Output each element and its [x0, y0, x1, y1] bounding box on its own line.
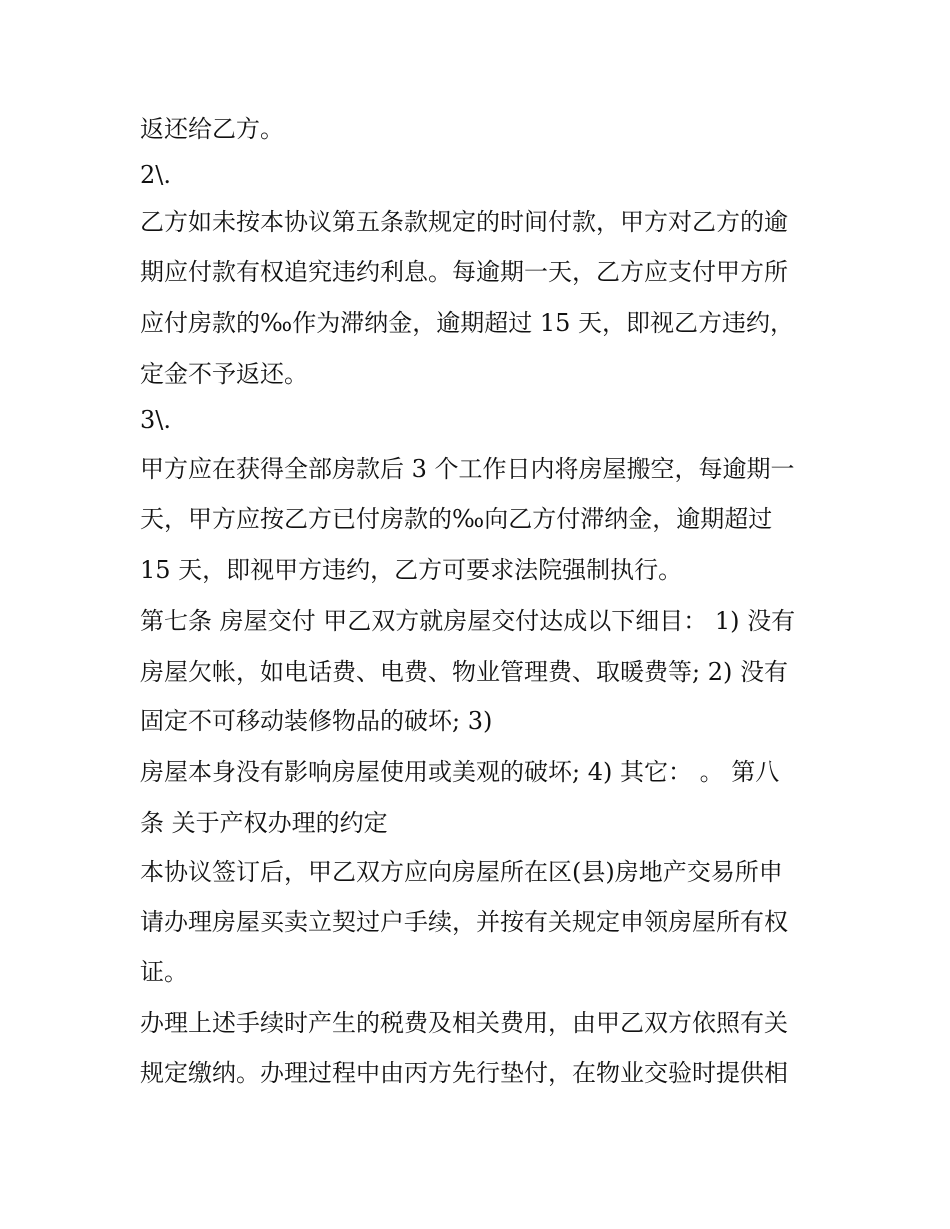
text-line-18: 证。 — [140, 958, 188, 986]
text-line-4: 期应付款有权追究违约利息。每逾期一天，乙方应支付甲方所 — [140, 258, 788, 286]
text-line-1: 返还给乙方。 — [140, 115, 284, 143]
text-line-9: 天，甲方应按乙方已付房款的‰向乙方付滞纳金，逾期超过 — [140, 505, 773, 533]
text-line-2: 2\. — [140, 161, 171, 189]
text-line-6: 定金不予返还。 — [140, 360, 308, 388]
text-line-11: 第七条 房屋交付 甲乙双方就房屋交付达成以下细目： 1) 没有 — [140, 607, 796, 635]
text-line-3: 乙方如未按本协议第五条款规定的时间付款，甲方对乙方的逾 — [140, 208, 788, 236]
text-line-10: 15 天，即视甲方违约，乙方可要求法院强制执行。 — [140, 556, 683, 584]
text-line-5: 应付房款的‰作为滞纳金，逾期超过 15 天，即视乙方违约， — [140, 309, 794, 337]
text-line-14: 房屋本身没有影响房屋使用或美观的破坏; 4) 其它： 。 第八 — [140, 758, 780, 786]
text-line-13: 固定不可移动装修物品的破坏; 3) — [140, 707, 493, 735]
text-line-16: 本协议签订后，甲乙双方应向房屋所在区(县)房地产交易所申 — [140, 858, 783, 886]
text-line-19: 办理上述手续时产生的税费及相关费用，由甲乙双方依照有关 — [140, 1009, 788, 1037]
text-line-12: 房屋欠帐，如电话费、电费、物业管理费、取暖费等; 2) 没有 — [140, 658, 788, 686]
text-line-7: 3\. — [140, 406, 171, 434]
text-line-20: 规定缴纳。办理过程中由丙方先行垫付，在物业交验时提供相 — [140, 1059, 788, 1087]
text-line-8: 甲方应在获得全部房款后 3 个工作日内将房屋搬空，每逾期一 — [140, 455, 795, 483]
text-line-17: 请办理房屋买卖立契过户手续，并按有关规定申领房屋所有权 — [140, 908, 788, 936]
text-line-15: 条 关于产权办理的约定 — [140, 809, 388, 837]
